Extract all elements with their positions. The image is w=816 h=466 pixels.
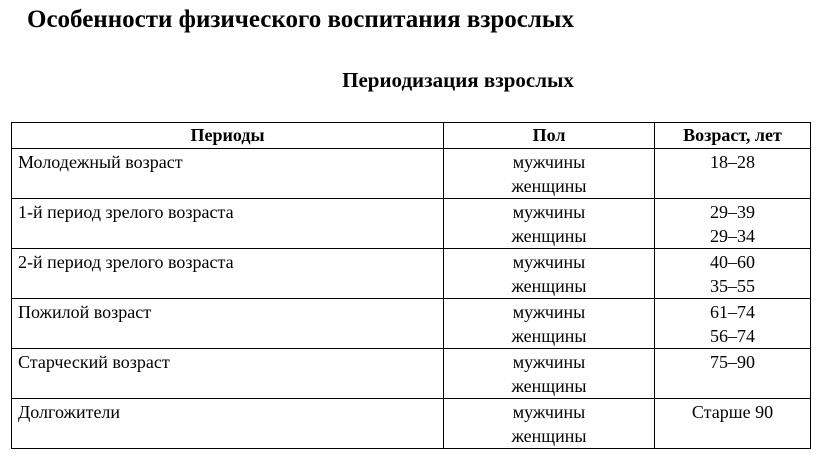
age-cell bbox=[655, 299, 811, 349]
age-female bbox=[661, 424, 804, 448]
table-caption: Периодизация взрослых bbox=[342, 68, 574, 92]
age-male: 61–74 bbox=[710, 302, 755, 322]
sex-female: женщины bbox=[511, 376, 587, 396]
periodization-table bbox=[11, 122, 811, 449]
period-cell: Старческий возраст bbox=[12, 349, 444, 399]
age-female: 29–34 bbox=[710, 226, 755, 246]
table-row bbox=[12, 149, 811, 199]
sex-female: женщины bbox=[511, 426, 587, 446]
sex-female: женщины bbox=[511, 226, 587, 246]
period-cell: 1-й период зрелого возраста bbox=[12, 199, 444, 249]
table-row bbox=[12, 399, 811, 449]
age-female: 56–74 bbox=[710, 326, 755, 346]
period-cell: Пожилой возраст bbox=[12, 299, 444, 349]
sex-cell bbox=[444, 199, 655, 249]
sex-female: женщины bbox=[511, 176, 587, 196]
sex-male: мужчины bbox=[512, 252, 586, 272]
age-male: 75–90 bbox=[710, 352, 755, 372]
table-row bbox=[12, 349, 811, 399]
table-row bbox=[12, 249, 811, 299]
table-row bbox=[12, 299, 811, 349]
age-cell bbox=[655, 149, 811, 199]
age-male: 40–60 bbox=[710, 252, 755, 272]
table-header-row bbox=[12, 123, 811, 149]
age-male: 29–39 bbox=[710, 202, 755, 222]
sex-cell bbox=[444, 399, 655, 449]
sex-male: мужчины bbox=[512, 202, 586, 222]
sex-cell bbox=[444, 349, 655, 399]
header-periods: Периоды bbox=[12, 123, 444, 149]
sex-male: мужчины bbox=[512, 352, 586, 372]
age-male: 18–28 bbox=[710, 152, 755, 172]
table-row bbox=[12, 199, 811, 249]
sex-female: женщины bbox=[511, 276, 587, 296]
page-title: Особенности физического воспитания взрослых bbox=[27, 6, 574, 33]
period-cell: Долгожители bbox=[12, 399, 444, 449]
header-sex: Пол bbox=[444, 123, 655, 149]
age-female: 35–55 bbox=[710, 276, 755, 296]
age-cell bbox=[655, 349, 811, 399]
sex-cell bbox=[444, 299, 655, 349]
period-cell: 2-й период зрелого возраста bbox=[12, 249, 444, 299]
sex-male: мужчины bbox=[512, 402, 586, 422]
sex-cell bbox=[444, 149, 655, 199]
age-female bbox=[661, 374, 804, 398]
period-cell: Молодежный возраст bbox=[12, 149, 444, 199]
age-cell bbox=[655, 199, 811, 249]
age-female bbox=[661, 174, 804, 198]
sex-male: мужчины bbox=[512, 152, 586, 172]
header-age: Возраст, лет bbox=[655, 123, 811, 149]
sex-female: женщины bbox=[511, 326, 587, 346]
sex-cell bbox=[444, 249, 655, 299]
age-cell bbox=[655, 249, 811, 299]
age-cell bbox=[655, 399, 811, 449]
sex-male: мужчины bbox=[512, 302, 586, 322]
age-male: Старше 90 bbox=[691, 402, 774, 422]
